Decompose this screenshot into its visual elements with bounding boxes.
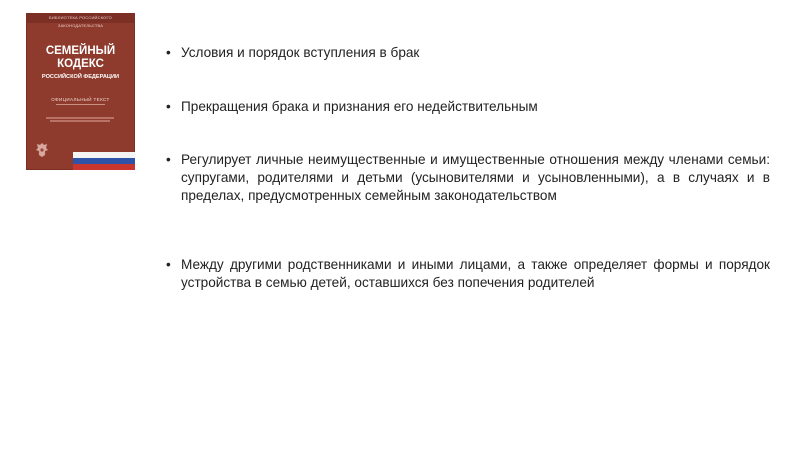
book-series-label: БИБЛИОТЕКА РОССИЙСКОГО ЗАКОНОДАТЕЛЬСТВА: [49, 15, 112, 28]
bullet-text: Прекращения брака и признания его недействительным: [181, 99, 538, 114]
bullet-marker: •: [166, 99, 171, 114]
bullet-item: [166, 151, 770, 205]
bullet-marker: •: [166, 152, 171, 167]
bullet-item: [166, 256, 770, 292]
bullet-marker: •: [166, 45, 171, 60]
book-title-line-2: КОДЕКС: [57, 58, 104, 70]
book-title: [26, 45, 135, 71]
bullet-item: [166, 98, 770, 116]
bullet-text: Регулирует личные неимущественные и имущественные отношения между членами семьи: супругами, родителями и детьми (усыновителями и усыновленными), а в случаях и в пределах, предусмотренных семейным законодательством: [181, 152, 770, 203]
family-code-book-cover: [26, 13, 135, 170]
bullet-marker: •: [166, 257, 171, 272]
book-divider: [56, 104, 105, 105]
bullet-text: Между другими родственниками и иными лицами, а также определяет формы и порядок устройства в семью детей, оставшихся без попечения родителей: [181, 257, 770, 290]
bullet-text: Условия и порядок вступления в брак: [181, 45, 420, 60]
russian-eagle-emblem-icon: [34, 141, 50, 159]
bullet-item: [166, 44, 770, 62]
russian-flag: [73, 152, 135, 170]
book-official-text-label: ОФИЦИАЛЬНЫЙ ТЕКСТ: [51, 97, 110, 102]
book-small-print: [40, 116, 120, 123]
flag-stripe-red: [73, 164, 135, 170]
book-subtitle: РОССИЙСКОЙ ФЕДЕРАЦИИ: [41, 74, 120, 80]
book-title-line-1: СЕМЕЙНЫЙ: [45, 45, 116, 57]
